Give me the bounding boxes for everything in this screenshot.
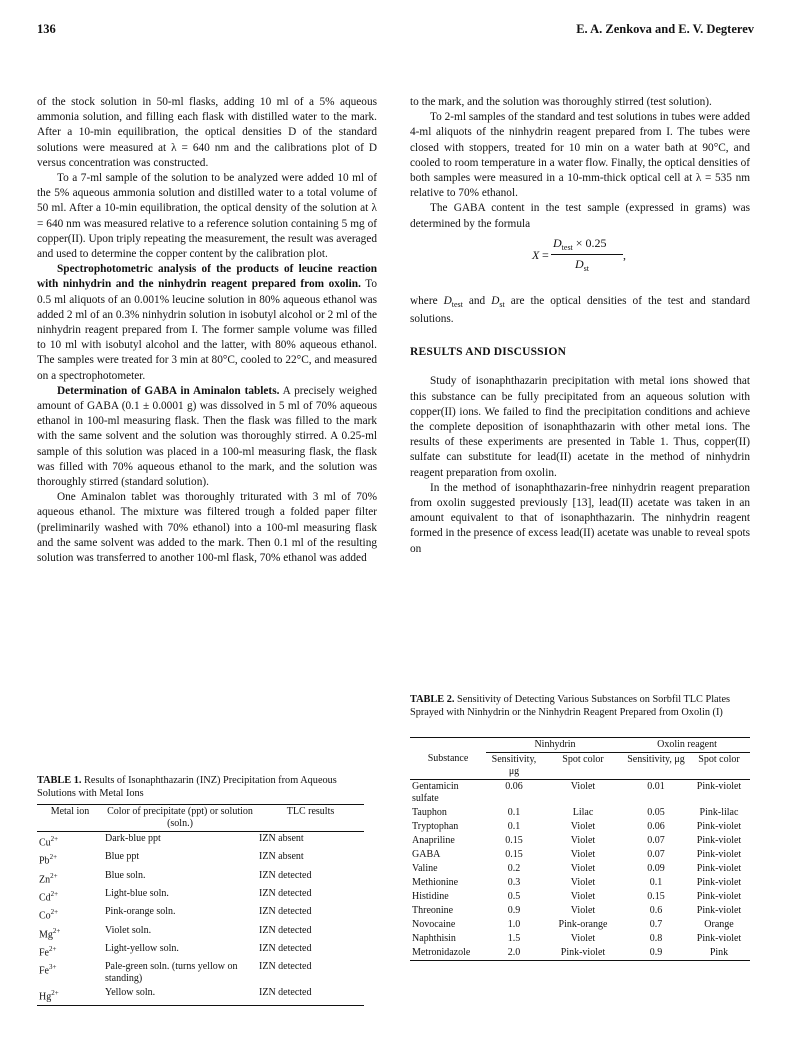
table-cell: $Co^{2+}$ (39, 908, 59, 922)
table-cell: $Zn^{2+}$ (39, 871, 58, 885)
table-cell: Dark-blue ppt (105, 833, 161, 844)
table-cell: 0.9 (624, 946, 688, 961)
table-cell: $Cd^{2+}$ (39, 889, 59, 904)
paragraph: where $D_{test}$ and $D_{st}$ are the optical densities of the test and standard solutions. (410, 294, 751, 326)
table-cell: Orange (704, 919, 734, 930)
table-cell: Pink-violet (696, 863, 742, 874)
table-group-header: Oxolin reagent (624, 738, 750, 753)
paragraph: To a 7-ml sample of the solution to be analyzed were added 10 ml of the 5% aqueous ammonia solution and distilled water to a total volume of 50 ml. After a 10-min equilibration, the optical density of the solution at λ = 640 nm was measured relative to a reference solution containing 5 mg of copper(II). Upon triply repeating the measurement, the result was averaged and used to determine the copper content by the calibration plot. (37, 172, 377, 261)
table-cell: $Hg^{2+}$ (37, 986, 103, 1005)
formula-lhs: X (532, 247, 540, 262)
table-cell: Pink-violet (696, 933, 742, 944)
table-cell: 0.15 (505, 849, 523, 860)
table-cell: 0.07 (647, 835, 665, 846)
table-cell: Yellow soln. (103, 986, 257, 1005)
table-cell: Tauphon (412, 807, 447, 818)
table-row (37, 905, 364, 923)
table-cell: Pink-violet (696, 891, 742, 902)
table-cell: $Fe^{3+}$ (39, 963, 57, 977)
table-cell: IZN detected (259, 924, 312, 936)
paragraph (37, 384, 377, 490)
table-header: Spot color (688, 753, 750, 780)
table-row (37, 924, 364, 942)
table-cell: Pink-lilac (699, 807, 739, 818)
table-row (410, 806, 750, 820)
table-cell: IZN detected (257, 986, 364, 1005)
table-row (410, 876, 750, 890)
table-cell: Gentamicin sulfate (412, 781, 459, 804)
table-cell: 0.06 (505, 781, 523, 792)
table-row (37, 869, 364, 887)
table-cell: IZN detected (259, 906, 312, 918)
table-cell: IZN absent (259, 851, 304, 863)
table-cell: Pink-violet (696, 877, 742, 888)
paragraph: One Aminalon tablet was thoroughly triturated with 3 ml of 70% aqueous ethanol. The mixture was filtered trough a folded paper filter (preliminarily washed with 70% ethanol) into a 100-ml measuring flask and the same solvent was added to the mark. Then 0.1 ml of the resulting solution was transferred to another 100-ml flask, 70% ethanol was added (37, 491, 377, 565)
table-cell: IZN detected (259, 887, 312, 899)
table-cell: Blue ppt (105, 851, 140, 863)
table-cell: 0.1 (507, 807, 521, 818)
table-cell: 1.0 (507, 919, 521, 930)
table-cell: IZN absent (259, 833, 304, 844)
table-row (37, 832, 364, 851)
table-cell: IZN detected (259, 961, 312, 973)
paragraph: to the mark, and the solution was thoroughly stirred (test solution). (410, 96, 712, 108)
paragraph (37, 262, 377, 384)
table-cell: 0.09 (647, 863, 665, 874)
paragraph: In the method of isonaphthazarin-free ninhydrin reagent preparation from oxolin suggested previously [13], lead(II) acetate was taken in an amount equivalent to that of isonaphthazarin. The ninhydrin reagent formed in the presence of excess lead(II) acetate was unable to reveal spots on (410, 481, 751, 555)
table-cell: Violet (570, 905, 596, 916)
right-column (410, 95, 750, 557)
table-cell: Pink-violet (696, 905, 742, 916)
table-row (410, 834, 750, 848)
table-row (410, 862, 750, 876)
table-header: Sensitivity, μg (624, 753, 688, 780)
table-cell: $Fe^{2+}$ (39, 944, 57, 959)
table-cell: Naphthisin (412, 933, 456, 944)
table-cell: Pink-violet (696, 849, 742, 860)
table-header: Spot color (542, 753, 624, 780)
table-header: TLC results (257, 805, 364, 832)
table-cell: 0.1 (649, 877, 663, 888)
fraction-bar (551, 254, 623, 255)
table-cell: Light-yellow soln. (105, 942, 179, 954)
table-cell: Anapriline (412, 835, 455, 846)
table-cell: 0.05 (647, 807, 665, 818)
table-cell: Pale-green soln. (turns yellow on standing) (105, 961, 238, 985)
formula-denominator: $D_{st}$ (575, 256, 590, 273)
table-row (37, 850, 364, 868)
table-cell: 0.06 (647, 821, 665, 832)
table-cell: Violet (570, 877, 596, 888)
table-cell: 0.3 (507, 877, 521, 888)
table-row (410, 904, 750, 918)
table-cell: Threonine (412, 905, 454, 916)
table-header: Metal ion (37, 805, 103, 832)
table-cell: IZN detected (259, 942, 312, 954)
table-cell: Light-blue soln. (105, 887, 169, 899)
formula-equals: = (542, 247, 549, 262)
table-cell: Methionine (412, 877, 459, 888)
table-cell: Pink (688, 946, 750, 961)
table-cell: 0.5 (507, 891, 521, 902)
table-cell: 0.15 (505, 835, 523, 846)
page-number: 136 (37, 22, 56, 36)
table-cell: IZN detected (259, 869, 312, 881)
table-cell: GABA (412, 849, 441, 860)
paragraph: To 2-ml samples of the standard and test solutions in tubes were added 4-ml aliquots of the ninhydrin reagent prepared from I. The tubes were closed with stoppers, treated for 10 min on a water bath at 90°C, and cooled to room temperature in a water flow. Finally, the optical densities of both samples were measured in a 10-mm-thick optical cell at λ = 535 nm relative to 70% ethanol. (410, 111, 750, 200)
table-cell: 0.2 (507, 863, 521, 874)
table-cell: Tryptophan (412, 821, 459, 832)
left-column (37, 95, 377, 566)
paragraph-text: To 0.5 ml aliquots of an 0.001% leucine solution in 80% aqueous ethanol was added 2 ml of an 0.3% ninhydrin solution in isobutyl alcohol or 2 ml of the ninhydrin reagent prepared from I. The former sample volume was filled to 10 ml with isobutyl alcohol and the latter, with 80% aqueous ethanol. The samples were treated for 3 min at 80°C, cooled to 22°C, and measured on a spectrophotometer. (37, 278, 377, 382)
run-in-heading: Determination of GABA in Aminalon tablets. (57, 384, 280, 397)
table-cell: $Pb^{2+}$ (39, 853, 58, 867)
table-cell: Pink-violet (542, 946, 624, 961)
table-cell: $Mg^{2+}$ (39, 926, 61, 940)
table-cell: Violet (570, 821, 596, 832)
table-cell: 0.6 (649, 905, 663, 916)
table-cell: 0.01 (647, 781, 665, 792)
table-cell: Pink-orange (558, 919, 608, 930)
paragraph-text: A precisely weighed amount of GABA (0.1 ± 0.0001 g) was dissolved in 5 ml of 70% aqueous ethanol in 100-ml measuring flask. Then the flask was filled to the mark with the same solvent and the solution was thoroughly stirred. A 0.25-ml sample of this solution was placed in a 100-ml measuring flask, the flask was filled with 70% aqueous ethanol to the mark, and the solution was thoroughly stirred (standard solution). (37, 384, 378, 489)
table-header: Sensitivity, μg (486, 753, 542, 780)
table-cell: 0.1 (507, 821, 521, 832)
table1-caption: TABLE 1. Results of Isonaphthazarin (INZ) Precipitation from Aqueous Solutions with Metal Ions (37, 775, 337, 799)
table-header: Substance (410, 738, 486, 780)
formula-numerator: $D_{test} \times 0.25$ (553, 235, 607, 252)
table-cell: Metronidazole (410, 946, 486, 961)
table-cell: Pink-violet (696, 821, 742, 832)
section-heading: RESULTS AND DISCUSSION (410, 346, 567, 359)
table-cell: Pink-violet (696, 835, 742, 846)
table-cell: Blue soln. (105, 869, 146, 881)
table-cell: Pink-violet (696, 781, 742, 792)
run-in-heading: Spectrophotometric analysis of the products of leucine reaction with ninhydrin and the ninhydrin reagent prepared from oxolin. (37, 263, 377, 291)
gaba-formula (410, 236, 750, 286)
table-row (410, 780, 750, 807)
table-row (410, 890, 750, 904)
table-cell: Violet (570, 835, 596, 846)
running-header-authors: E. A. Zenkova and E. V. Degterev (576, 22, 754, 36)
table-cell: 0.15 (647, 891, 665, 902)
table-row (37, 960, 364, 986)
table-cell: 0.7 (649, 919, 663, 930)
table-row (37, 887, 364, 905)
table-cell: 0.9 (507, 905, 521, 916)
table-group-header: Ninhydrin (486, 738, 624, 753)
table-cell: Valine (412, 863, 438, 874)
table-row (37, 986, 364, 1005)
paragraph: Study of isonaphthazarin precipitation with metal ions showed that this substance can be fully precipitated from an aqueous solution with copper(II) ions. We failed to find the precipitation conditions and achieve the complete deposition of isonaphthazarin with other metal ions. The results of these experiments are presented in Table 1. Thus, copper(II) sulfate can substitute for lead(II) acetate in the method of ninhydrin reagent preparation from oxolin. (410, 375, 750, 479)
table-cell: Histidine (412, 891, 449, 902)
table2 (410, 737, 750, 961)
table-header: Color of precipitate (ppt) or solution (soln.) (103, 805, 257, 832)
table-row (37, 942, 364, 960)
formula-comma: , (623, 247, 626, 262)
table-cell: Pink-orange soln. (105, 906, 176, 918)
table-cell: 2.0 (486, 946, 542, 961)
table-cell: Violet (570, 849, 596, 860)
paragraph: of the stock solution in 50-ml flasks, adding 10 ml of a 5% aqueous ammonia solution, and filling each flask with distilled water to the mark. After a 10-min equilibration, the optical densities D of the standard solutions were measured at λ = 640 nm and the calibrations plot of D versus concentration was constructed. (37, 96, 377, 169)
table-cell: Violet (570, 863, 596, 874)
table-row (410, 820, 750, 834)
paragraph: The GABA content in the test sample (expressed in grams) was determined by the formula (410, 202, 750, 230)
table-row (410, 848, 750, 862)
table1 (37, 804, 364, 1006)
table-cell: 0.8 (649, 933, 663, 944)
table-row (410, 918, 750, 932)
table-cell: Violet (570, 933, 596, 944)
table2-caption: TABLE 2. Sensitivity of Detecting Various Substances on Sorbfil TLC Plates Sprayed with Ninhydrin or the Ninhydrin Reagent Prepared from Oxolin (I) (410, 694, 731, 718)
table-cell: Violet (570, 891, 596, 902)
table-cell: $Cu^{2+}$ (39, 835, 59, 849)
table-row (410, 946, 750, 961)
table-cell: Lilac (572, 807, 594, 818)
table-row (410, 932, 750, 946)
table-cell: 1.5 (507, 933, 521, 944)
table-cell: Violet (570, 781, 596, 792)
table-cell: Novocaine (412, 919, 456, 930)
table-cell: Violet soln. (105, 924, 152, 936)
table-cell: 0.07 (647, 849, 665, 860)
